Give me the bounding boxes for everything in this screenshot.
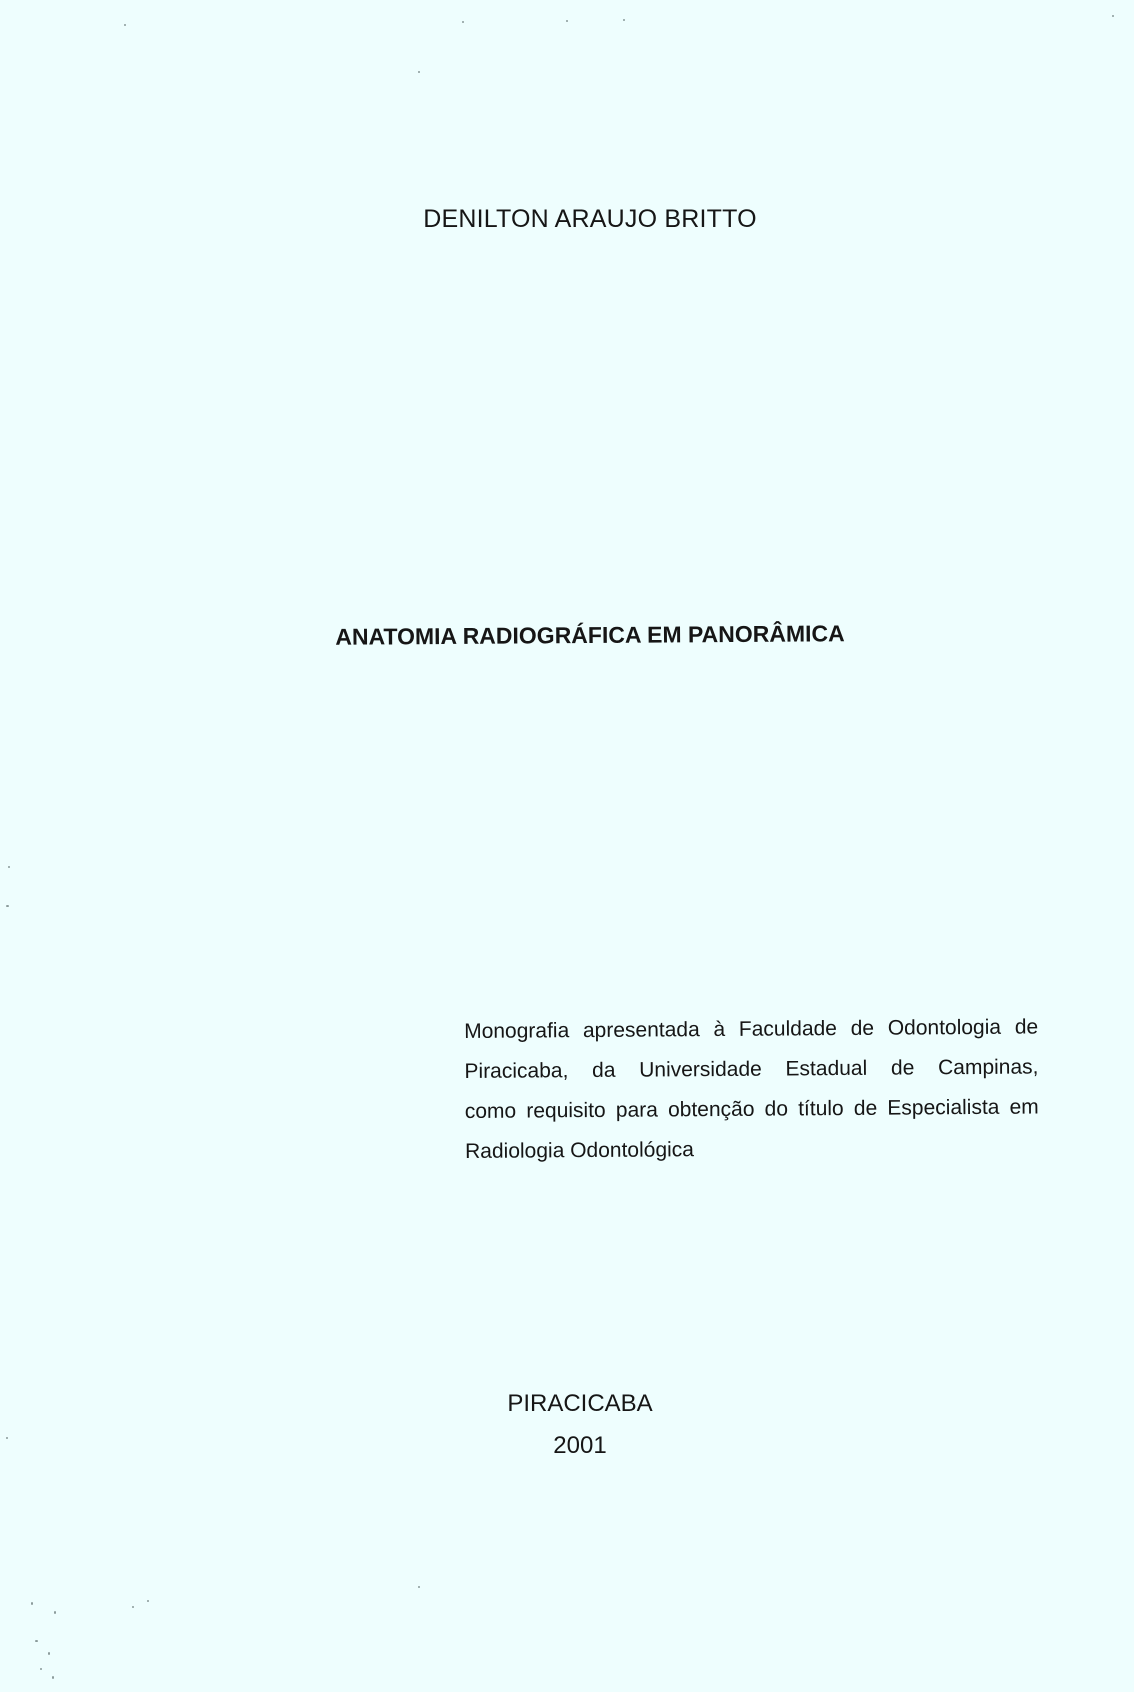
scan-speck [35,1640,38,1642]
scan-speck [418,1586,420,1588]
author-name: DENILTON ARAUJO BRITTO [423,205,757,233]
scan-speck [623,19,625,21]
scan-speck [6,1437,8,1439]
year: 2001 [553,1432,607,1459]
scan-speck [462,21,464,23]
scan-speck [31,1602,33,1605]
document-title: ANATOMIA RADIOGRÁFICA EM PANORÂMICA [335,620,845,650]
monograph-line: Monografia apresentada à Faculdade de Odontologia de [464,1015,1039,1043]
monograph-line: como requisito para obtenção do título de Especialista em [464,1095,1039,1123]
scan-speck [8,866,10,868]
scan-speck [48,1652,50,1655]
scan-speck [52,1676,54,1679]
city: PIRACICABA [507,1390,653,1417]
scan-speck [6,905,9,907]
monograph-line: Radiologia Odontológica [465,1138,695,1163]
scan-speck [54,1611,56,1614]
scan-speck [566,20,568,22]
monograph-statement [464,1007,1039,1172]
scan-speck [132,1606,134,1608]
scan-speck [418,71,420,73]
scan-speck [147,1600,149,1602]
scan-speck [1112,15,1114,17]
scan-speck [40,1668,42,1670]
scan-speck [124,24,126,26]
monograph-line: Piracicaba, da Universidade Estadual de Campinas, [464,1055,1039,1083]
